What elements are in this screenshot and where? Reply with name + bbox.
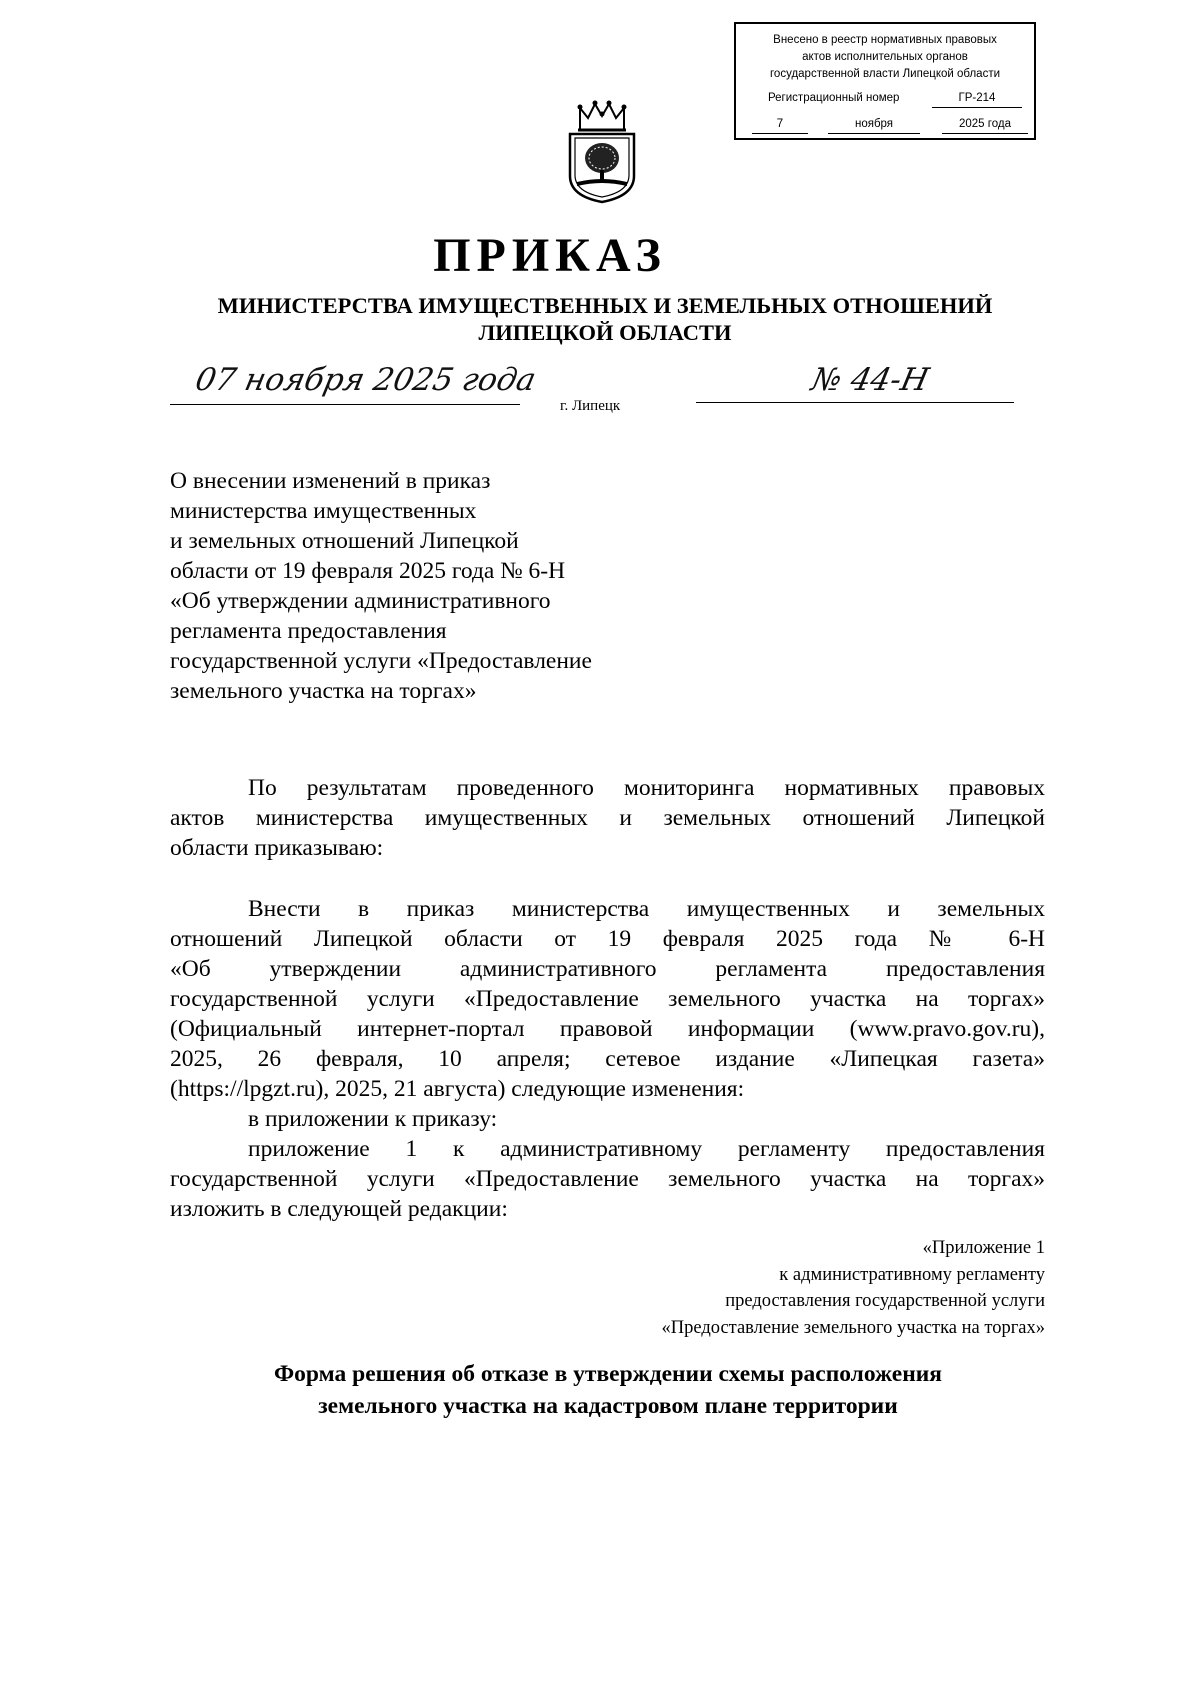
body-line: (https://lpgzt.ru), 2025, 21 августа) следующие изменения:	[170, 1076, 745, 1102]
appendix-line: к административному регламенту	[779, 1264, 1045, 1285]
city-label: г. Липецк	[560, 398, 621, 414]
order-paragraph	[170, 894, 1045, 1224]
subject-line: государственной услуги «Предоставление	[170, 648, 592, 674]
subject-line: министерства имущественных	[170, 498, 477, 524]
form-title-line: земельного участка на кадастровом плане территории	[318, 1393, 898, 1419]
stamp-line: Внесено в реестр нормативных правовых	[773, 34, 997, 46]
stamp-reg-number: ГР-214	[932, 90, 1022, 108]
body-line: «Об утверждении административного регламента предоставления	[170, 956, 1045, 982]
stamp-day: 7	[752, 116, 808, 134]
body-line: государственной услуги «Предоставление земельного участка на торгах»	[170, 1166, 1045, 1192]
form-title-line: Форма решения об отказе в утверждении схемы расположения	[274, 1361, 942, 1387]
subject-line: регламента предоставления	[170, 618, 447, 644]
handwritten-date: 07 ноября 2025 года	[192, 362, 540, 398]
body-line: По результатам проведенного мониторинга нормативных правовых	[248, 775, 1045, 801]
document-type-title: ПРИКАЗ	[433, 229, 667, 282]
order-subject	[170, 466, 670, 706]
stamp-line: государственной власти Липецкой области	[769, 68, 1001, 80]
subject-line: О внесении изменений в приказ	[170, 468, 491, 494]
coat-of-arms-icon	[566, 100, 638, 204]
body-line: 2025, 26 февраля, 10 апреля; сетевое издание «Липецкая газета»	[170, 1046, 1045, 1072]
body-line: приложение 1 к административному регламенту предоставления	[248, 1136, 1045, 1162]
registry-stamp	[734, 22, 1036, 140]
body-line: области приказываю:	[170, 835, 384, 861]
body-line: Внести в приказ министерства имущественных и земельных	[248, 896, 1045, 922]
stamp-text	[736, 32, 1034, 83]
body-line: (Официальный интернет-портал правовой информации (www.pravo.gov.ru),	[170, 1016, 1045, 1042]
body-line: изложить в следующей редакции:	[170, 1196, 508, 1222]
ministry-title-line: ЛИПЕЦКОЙ ОБЛАСТИ	[478, 320, 732, 345]
subject-line: «Об утверждении административного	[170, 588, 551, 614]
body-line: актов министерства имущественных и земельных отношений Липецкой	[170, 805, 1045, 831]
body-line: государственной услуги «Предоставление земельного участка на торгах»	[170, 986, 1045, 1012]
body-line: в приложении к приказу:	[248, 1106, 498, 1132]
stamp-year: 2025 года	[942, 116, 1028, 134]
date-underline	[170, 404, 520, 405]
handwritten-number: № 44-Н	[808, 362, 932, 398]
subject-line: земельного участка на торгах»	[170, 678, 477, 704]
appendix-line: предоставления государственной услуги	[725, 1291, 1045, 1311]
number-underline	[696, 402, 1014, 403]
ministry-title-line: МИНИСТЕРСТВА ИМУЩЕСТВЕННЫХ И ЗЕМЕЛЬНЫХ ОТНОШЕНИЙ	[217, 293, 993, 318]
subject-line: и земельных отношений Липецкой	[170, 528, 519, 554]
body-line: отношений Липецкой области от 19 февраля 2025 года № 6-Н	[170, 926, 1045, 952]
stamp-line: актов исполнительных органов	[802, 51, 968, 63]
stamp-reg-label: Регистрационный номер	[768, 92, 900, 104]
subject-line: области от 19 февраля 2025 года № 6-Н	[170, 558, 566, 584]
form-title	[0, 1358, 1200, 1422]
stamp-month: ноября	[828, 116, 920, 134]
appendix-line: «Предоставление земельного участка на торгах»	[661, 1317, 1045, 1338]
appendix-line: «Приложение 1	[922, 1238, 1045, 1258]
preamble-paragraph	[170, 773, 1045, 863]
ministry-title	[0, 292, 1200, 346]
appendix-header	[500, 1235, 1045, 1341]
